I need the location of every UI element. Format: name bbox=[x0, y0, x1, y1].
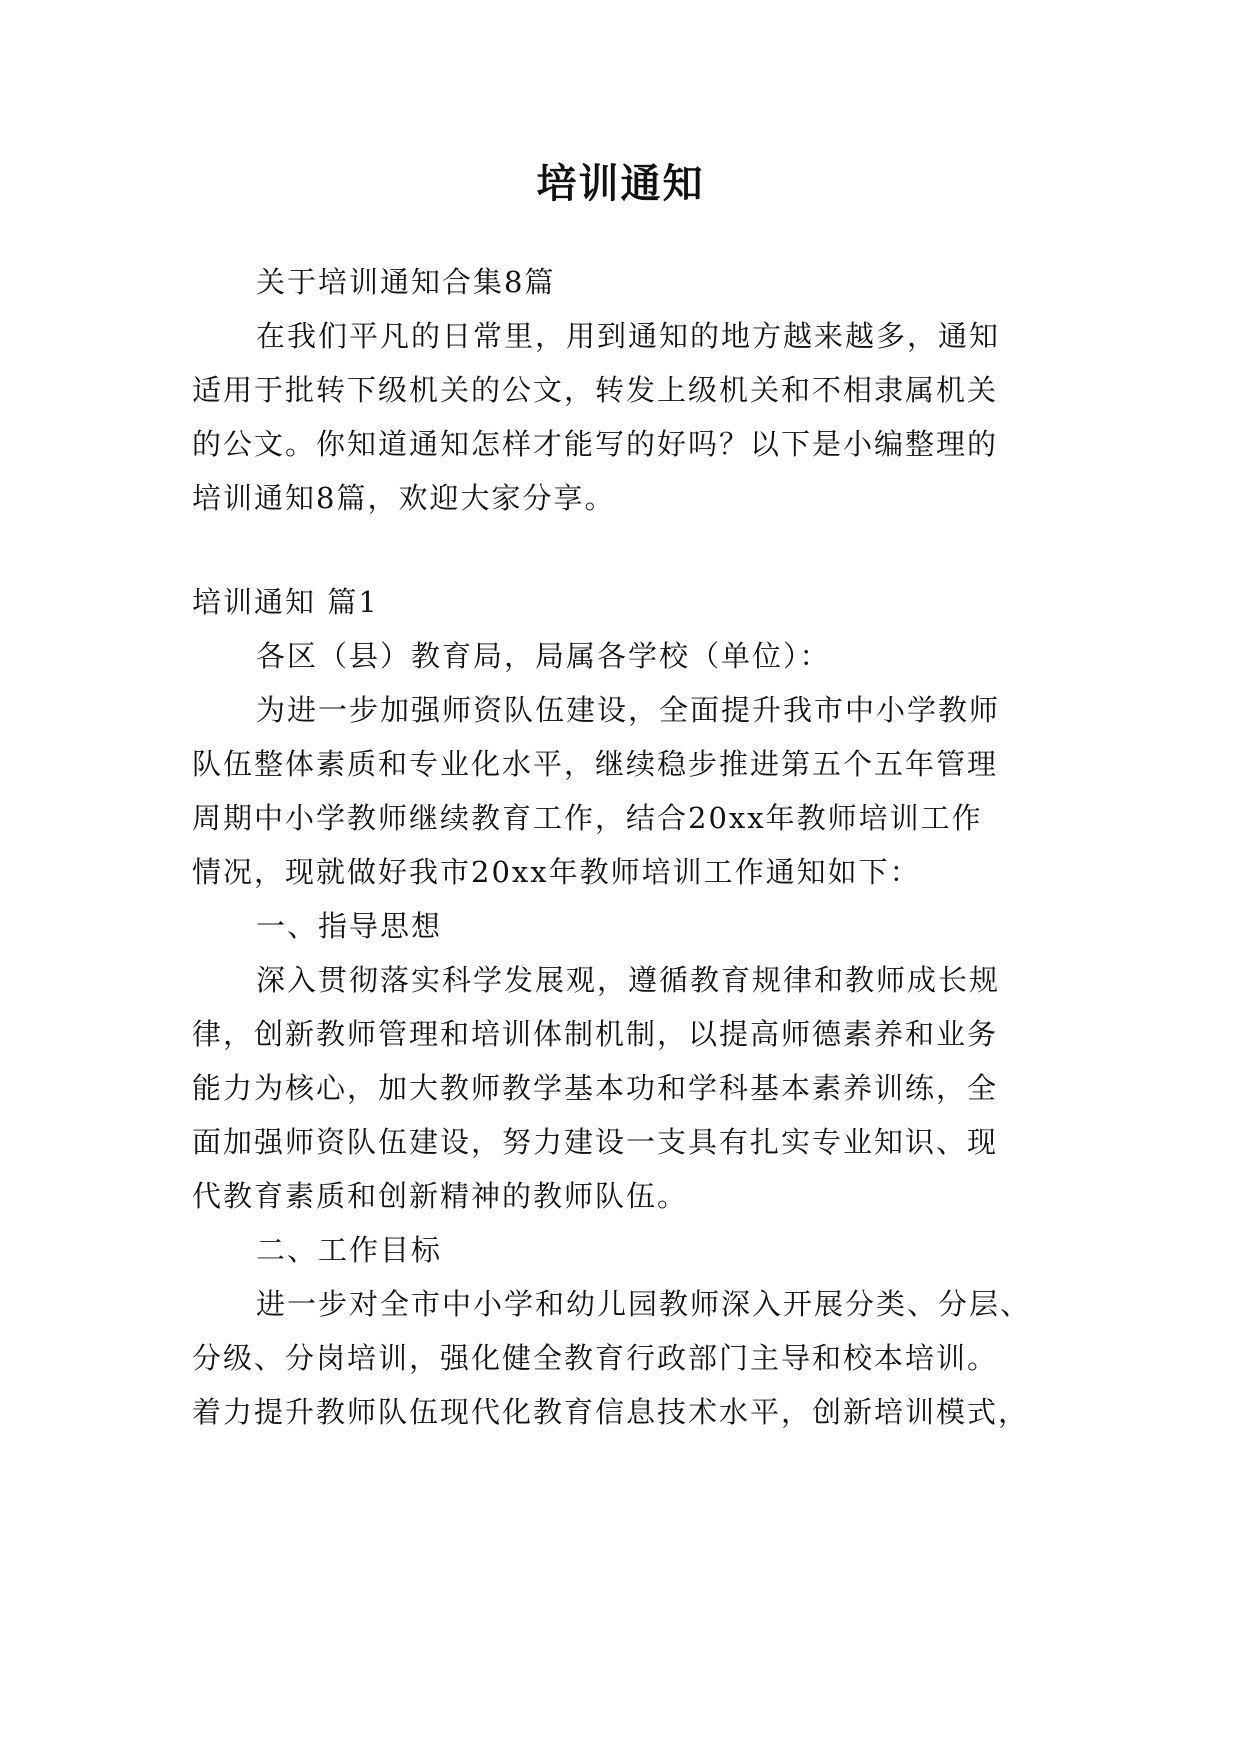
paragraph-line: 能力为核心，加大教师教学基本功和学科基本素养训练，全 bbox=[192, 1071, 999, 1105]
intro-line: 培训通知8篇，欢迎大家分享。 bbox=[192, 481, 616, 515]
paragraph-line: 分级、分岗培训，强化健全教育行政部门主导和校本培训。 bbox=[192, 1341, 999, 1375]
salutation: 各区（县）教育局，局属各学校（单位）： bbox=[256, 639, 831, 673]
paragraph-line: 着力提升教师队伍现代化教育信息技术水平，创新培训模式， bbox=[192, 1395, 1030, 1429]
paragraph-line: 代教育素质和创新精神的教师队伍。 bbox=[192, 1179, 689, 1213]
paragraph-line: 周期中小学教师继续教育工作，结合20xx年教师培训工作 bbox=[192, 801, 983, 835]
document-title: 培训通知 bbox=[536, 160, 705, 207]
paragraph-line: 深入贯彻落实科学发展观，遵循教育规律和教师成长规 bbox=[256, 963, 1001, 997]
intro-line: 适用于批转下级机关的公文，转发上级机关和不相隶属机关 bbox=[192, 373, 999, 407]
paragraph-line: 律，创新教师管理和培训体制机制，以提高师德素养和业务 bbox=[192, 1017, 999, 1051]
paragraph-line: 为进一步加强师资队伍建设，全面提升我市中小学教师 bbox=[256, 693, 1001, 727]
intro-line: 在我们平凡的日常里，用到通知的地方越来越多，通知 bbox=[256, 319, 1001, 353]
intro-heading: 关于培训通知合集8篇 bbox=[256, 265, 556, 299]
section-heading: 培训通知 篇1 bbox=[192, 585, 379, 619]
section-subheading: 二、工作目标 bbox=[256, 1233, 443, 1267]
paragraph-line: 队伍整体素质和专业化水平，继续稳步推进第五个五年管理 bbox=[192, 747, 999, 781]
paragraph-line: 面加强师资队伍建设，努力建设一支具有扎实专业知识、现 bbox=[192, 1125, 999, 1159]
paragraph-line: 进一步对全市中小学和幼儿园教师深入开展分类、分层、 bbox=[256, 1287, 1032, 1321]
intro-line: 的公文。你知道通知怎样才能写的好吗？以下是小编整理的 bbox=[192, 427, 999, 461]
paragraph-line: 情况，现就做好我市20xx年教师培训工作通知如下： bbox=[192, 855, 921, 889]
section-subheading: 一、指导思想 bbox=[256, 909, 443, 943]
